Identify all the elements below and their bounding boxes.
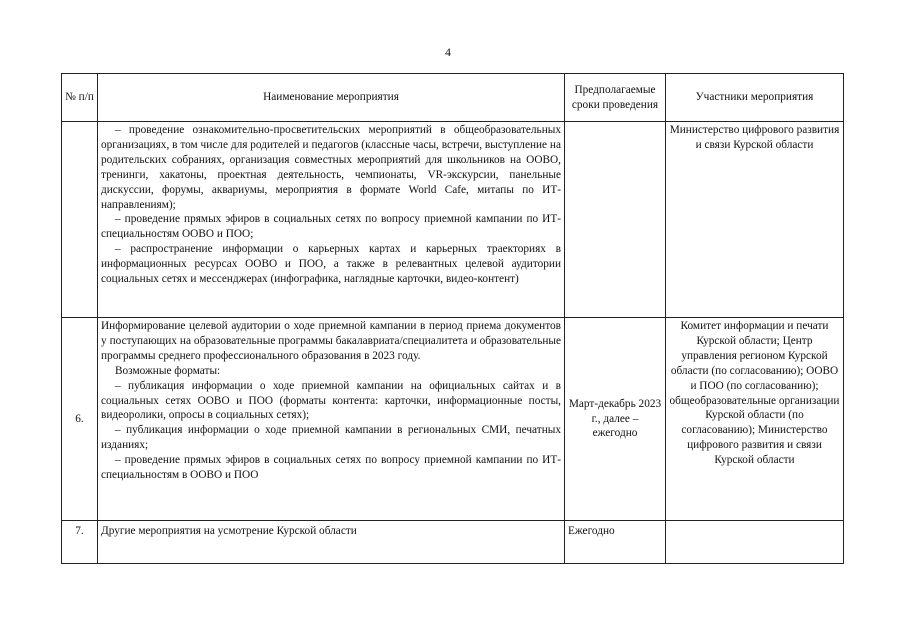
- table-row: [62, 521, 844, 564]
- name-paragraph: – проведение прямых эфиров в социальных сетях по вопросу приемной кампании по ИТ-специальностям ООВО и ПОО;: [101, 213, 561, 241]
- name-paragraph: – проведение ознакомительно-просветительских мероприятий в общеобразовательных организациях, в том числе для родителей и педагогов (классные часы, встречи, выступление на родительских собраниях, организация совместных мероприятий для школьников на ООВО, тренинги, хакатоны, проектная деятельность, чемпионаты, VR-экскурсии, панельные дискуссии, форумы, аквариумы, мероприятия в формате World Cafe, митапы по ИТ-направлениям);: [101, 124, 561, 211]
- name-paragraph: – распространение информации о карьерных картах и карьерных траекториях в информационных ресурсах ООВО и ПОО, а также в релевантных целевой аудитории социальных сетях и мессенджерах (инфографика, наглядные карточки, видео-контент): [101, 243, 561, 286]
- row-participants: Комитет информации и печати Курской области; Центр управления регионом Курской области (по согласованию); ООВО и ПОО (по согласованию); общеобразовательные организации Курской области (по согласованию); Министерство цифрового развития и связи Курской области: [666, 318, 844, 521]
- header-participants: Участники мероприятия: [666, 74, 844, 122]
- name-paragraph: – публикация информации о ходе приемной кампании в региональных СМИ, печатных изданиях;: [101, 424, 561, 452]
- name-paragraph: – публикация информации о ходе приемной кампании на официальных сайтах и в социальных сетях ООВО и ПОО (форматы контента: карточки, информационные посты, видеоролики, опросы в социальных сетях);: [101, 379, 561, 422]
- row-num: 6.: [62, 318, 98, 521]
- name-paragraph: Другие мероприятия на усмотрение Курской области: [101, 525, 357, 537]
- row-name: [98, 318, 565, 521]
- table-header-row: [62, 74, 844, 122]
- row-name: [98, 521, 565, 564]
- table-row: [62, 318, 844, 521]
- row-term: Март-декабрь 2023 г., далее – ежегодно: [565, 318, 666, 521]
- name-paragraph: Возможные форматы:: [115, 364, 221, 377]
- header-term: Предполагаемые сроки проведения: [565, 74, 666, 122]
- row-num: [62, 122, 98, 318]
- header-num: № п/п: [62, 74, 98, 122]
- events-table: [61, 73, 844, 564]
- row-num: 7.: [62, 521, 98, 564]
- row-participants: [666, 521, 844, 564]
- name-paragraph: Информирование целевой аудитории о ходе приемной кампании в период приема документов у поступающих на образовательные программы бакалавриата/специалитета и образовательные программы среднего профессионального образования в 2023 году.: [101, 320, 561, 362]
- table-row: [62, 122, 844, 318]
- header-name: Наименование мероприятия: [98, 74, 565, 122]
- name-paragraph: – проведение прямых эфиров в социальных сетях по вопросу приемной кампании по ИТ-специальностям в ООВО и ПОО: [101, 454, 561, 482]
- row-name: [98, 122, 565, 318]
- page-number: 4: [445, 45, 451, 59]
- row-term: [565, 122, 666, 318]
- row-term: Ежегодно: [565, 521, 666, 564]
- row-participants: Министерство цифрового развития и связи Курской области: [666, 122, 844, 318]
